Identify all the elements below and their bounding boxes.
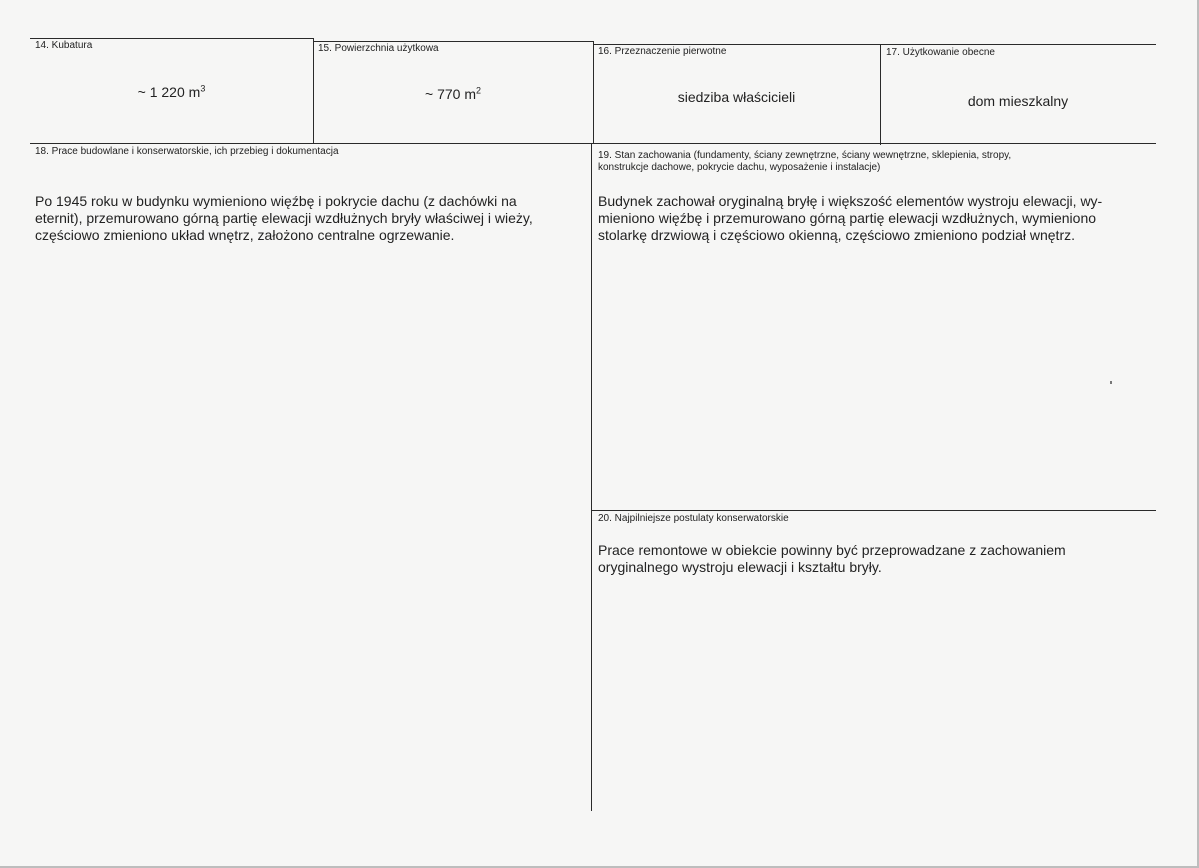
area-value: ~ 770 m bbox=[425, 86, 476, 102]
field-14-value bbox=[30, 84, 313, 100]
field-18-text bbox=[35, 193, 585, 244]
field-17-label: 17. Użytkowanie obecne bbox=[886, 47, 995, 58]
field-20-line: oryginalnego wystroju elewacji i kształtu bryły. bbox=[598, 559, 882, 575]
rule-top-16-17 bbox=[593, 44, 1156, 45]
field-17-value: dom mieszkalny bbox=[967, 93, 1069, 109]
field-16-label: 16. Przeznaczenie pierwotne bbox=[598, 46, 727, 57]
field-19-text bbox=[598, 193, 1153, 244]
field-18-line: częściowo zmieniono układ wnętrz, założono centralne ogrzewanie. bbox=[35, 227, 455, 243]
area-exponent: 2 bbox=[475, 85, 481, 96]
field-20-line: Prace remontowe w obiekcie powinny być przeprowadzane z zachowaniem bbox=[598, 542, 1066, 558]
rule-top-15 bbox=[313, 41, 593, 42]
field-15-label: 15. Powierzchnia użytkowa bbox=[318, 43, 439, 54]
rule-row-2 bbox=[30, 143, 1156, 144]
field-14-label: 14. Kubatura bbox=[35, 40, 93, 51]
field-19-line: mieniono więźbę i przemurowano górną partię elewacji wzdłużnych, wymieniono bbox=[598, 210, 1097, 226]
field-19-line: stolarkę drzwiową i częściowo okienną, częściowo zmieniono podział wnętrz. bbox=[598, 227, 1075, 243]
divider-18-19 bbox=[591, 143, 592, 811]
rule-top-14 bbox=[30, 38, 313, 39]
field-18-label: 18. Prace budowlane i konserwatorskie, ich przebieg i dokumentacja bbox=[35, 146, 339, 157]
rule-top-20 bbox=[591, 510, 1156, 511]
field-19-label-line: konstrukcje dachowe, pokrycie dachu, wyposażenie i instalacje) bbox=[598, 162, 881, 173]
field-20-text bbox=[598, 542, 1153, 576]
field-19-label bbox=[598, 150, 1011, 174]
field-15-value bbox=[313, 86, 593, 102]
volume-exponent: 3 bbox=[200, 83, 206, 94]
field-19-line: Budynek zachował oryginalną bryłę i większość elementów wystroju elewacji, wy- bbox=[598, 193, 1103, 209]
field-18-line: eternit), przemurowano górną partię elewacji wzdłużnych bryły właściwej i wieży, bbox=[35, 210, 533, 226]
volume-value: ~ 1 220 m bbox=[137, 84, 201, 100]
field-20-label: 20. Najpilniejsze postulaty konserwatorskie bbox=[598, 513, 789, 524]
scan-speck bbox=[1110, 381, 1112, 384]
field-16-value: siedziba właścicieli bbox=[677, 89, 796, 105]
field-19-label-line: 19. Stan zachowania (fundamenty, ściany zewnętrzne, ściany wewnętrzne, sklepienia, stropy, bbox=[598, 150, 1012, 161]
field-18-line: Po 1945 roku w budynku wymieniono więźbę i pokrycie dachu (z dachówki na bbox=[35, 193, 517, 209]
